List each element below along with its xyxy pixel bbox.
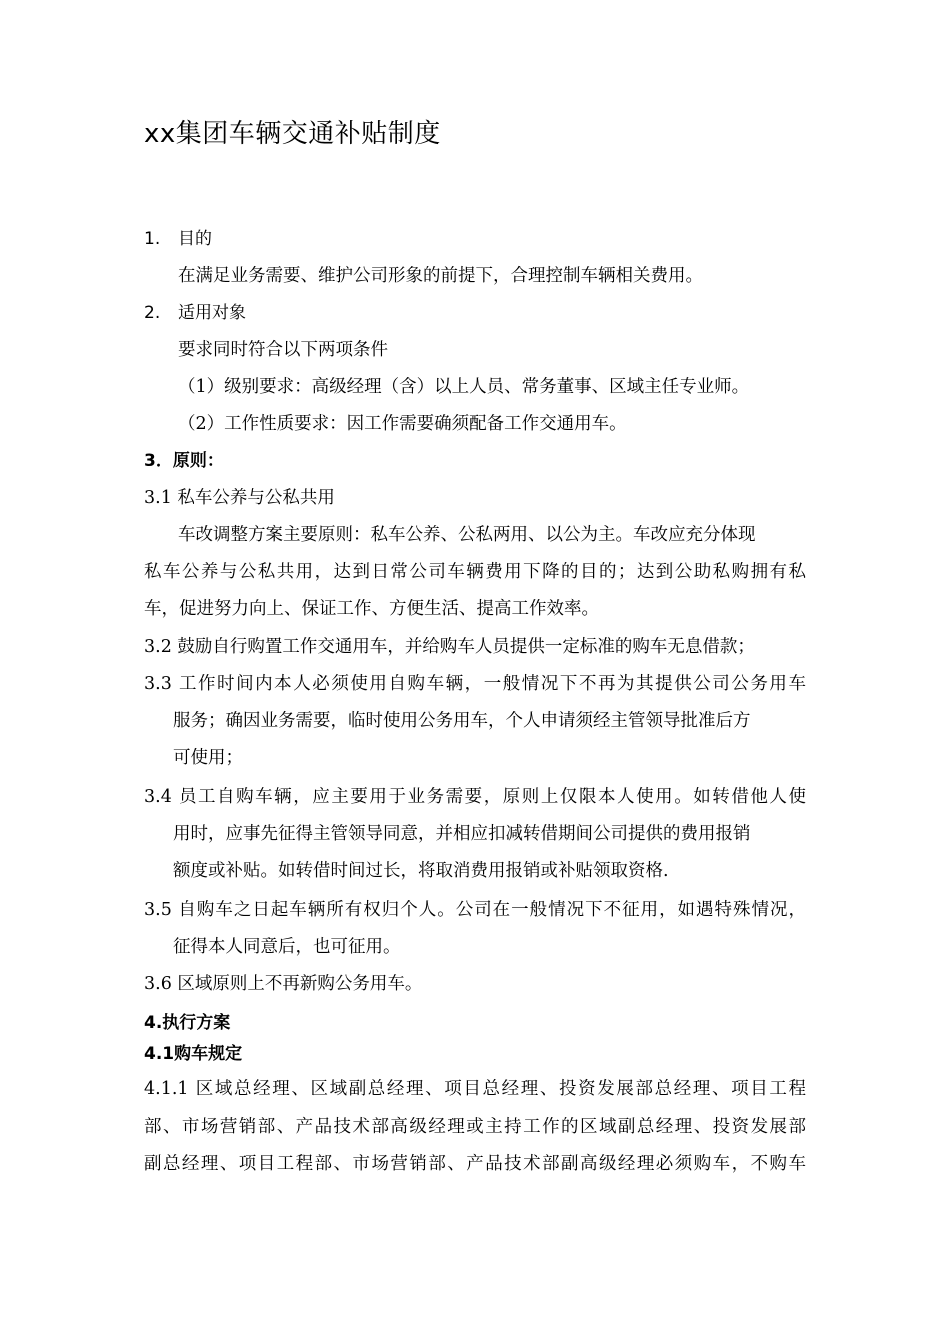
section-1-text: 在满足业务需要、维护公司形象的前提下，合理控制车辆相关费用。 xyxy=(178,266,703,286)
section-2-heading xyxy=(144,302,246,324)
section-1-heading xyxy=(144,228,212,250)
section-2-title: 适用对象 xyxy=(178,303,246,323)
section-4-1-1-line-3: 副总经理、项目工程部、市场营销部、产品技术部副高级经理必须购车，不购车 xyxy=(144,1154,806,1174)
section-3-4-line-3: 额度或补贴。如转借时间过长，将取消费用报销或补贴领取资格. xyxy=(173,861,669,881)
section-3-3-line-1: 3.3 工作时间内本人必须使用自购车辆，一般情况下不再为其提供公司公务用车 xyxy=(144,674,806,694)
section-3-1-line-2: 私车公养与公私共用，达到日常公司车辆费用下降的目的；达到公助私购拥有私 xyxy=(144,562,806,582)
section-3-3-line-3: 可使用； xyxy=(173,748,243,768)
section-3-1-title: 3.1 私车公养与公私共用 xyxy=(144,488,335,508)
section-3-3-line-2: 服务；确因业务需要，临时使用公务用车，个人申请须经主管领导批准后方 xyxy=(173,711,751,731)
section-1-title: 目的 xyxy=(178,229,212,249)
document-title: xx集团车辆交通补贴制度 xyxy=(144,119,441,149)
section-4-1-heading: 4.1购车规定 xyxy=(144,1044,243,1064)
section-3-1-line-3: 车，促进努力向上、保证工作、方便生活、提高工作效率。 xyxy=(144,599,599,619)
section-3-5-line-1: 3.5 自购车之日起车辆所有权归个人。公司在一般情况下不征用，如遇特殊情况， xyxy=(144,900,806,920)
section-4-heading: 4.执行方案 xyxy=(144,1013,231,1033)
section-3-4-line-2: 用时，应事先征得主管领导同意，并相应扣减转借期间公司提供的费用报销 xyxy=(173,824,751,844)
section-2-number: 2. xyxy=(144,303,161,323)
section-2-item-1: （1）级别要求：高级经理（含）以上人员、常务董事、区域主任专业师。 xyxy=(178,377,750,397)
section-3-5-line-2: 征得本人同意后，也可征用。 xyxy=(173,937,401,957)
section-4-1-1-line-2: 部、市场营销部、产品技术部高级经理或主持工作的区域副总经理、投资发展部 xyxy=(144,1117,806,1137)
section-4-1-1-line-1: 4.1.1 区域总经理、区域副总经理、项目总经理、投资发展部总经理、项目工程 xyxy=(144,1079,806,1099)
section-2-intro: 要求同时符合以下两项条件 xyxy=(178,340,388,360)
section-3-1-line-1: 车改调整方案主要原则：私车公养、公私两用、以公为主。车改应充分体现 xyxy=(178,525,756,545)
section-3-6: 3.6 区域原则上不再新购公务用车。 xyxy=(144,974,423,994)
section-1-number: 1. xyxy=(144,229,161,249)
section-2-item-2: （2）工作性质要求：因工作需要确须配备工作交通用车。 xyxy=(178,414,627,434)
section-3-2: 3.2 鼓励自行购置工作交通用车，并给购车人员提供一定标准的购车无息借款； xyxy=(144,637,755,657)
section-3-4-line-1: 3.4 员工自购车辆，应主要用于业务需要，原则上仅限本人使用。如转借他人使 xyxy=(144,787,806,807)
section-3-heading: 3．原则： xyxy=(144,451,224,471)
